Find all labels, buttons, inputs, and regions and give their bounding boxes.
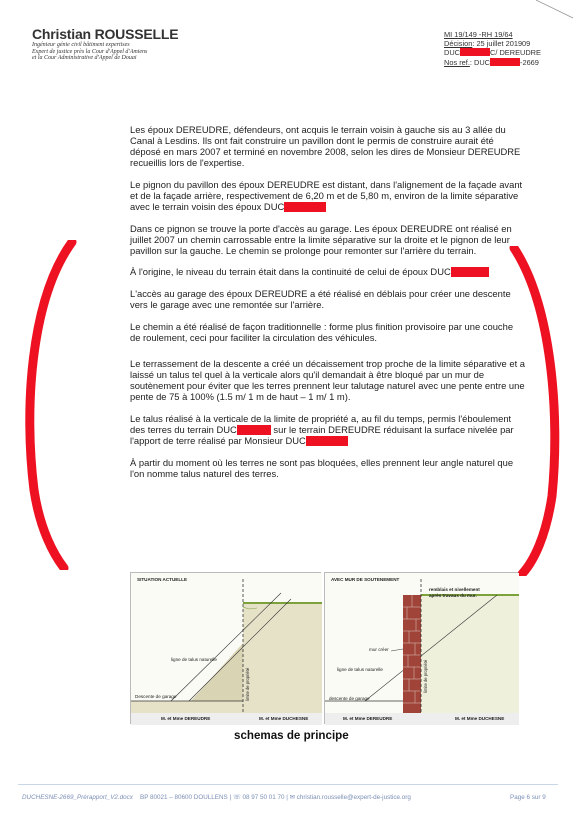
paragraph-text: sur le terrain DEREUDRE réduisant la surface nivelée par l'apport de terre réalisé par Monsieur DUC xyxy=(130,423,514,446)
author-title-line: et la Cour Administrative d'Appel de Douai xyxy=(32,55,137,61)
page-corner-fold xyxy=(528,0,573,30)
author-title-line: Expert de justice près la Cour d'Appel d'Amiens xyxy=(32,48,148,55)
wall-label: mur créer xyxy=(369,647,389,652)
paragraph: À partir du moment où les terres ne sont pas bloquées, elles prennent leur angle naturel que l'on nomme talus naturel des terres. xyxy=(130,456,514,479)
property-limit-label: limite de propriété xyxy=(423,659,428,693)
schema-caption: schemas de principe xyxy=(234,729,349,742)
decision-value: : 25 juillet 201909 xyxy=(472,38,531,48)
nos-ref-suffix: -2669 xyxy=(520,57,539,67)
left-red-bracket xyxy=(20,240,80,570)
nos-ref-prefix: : DUC xyxy=(469,57,490,67)
case-line xyxy=(444,48,569,58)
nos-ref-label: Nos ref. xyxy=(444,57,470,67)
paragraph xyxy=(130,266,526,277)
paragraph-text: Le pignon du pavillon des époux DEREUDRE est distant, dans l'alignement de la façade avant et de la façade arrière, respectivement de 6,20 m et de 5,80 m, environ de la limite séparative avec le terrain voisin des époux DUC xyxy=(130,178,523,213)
paragraph: Dans ce pignon se trouve la porte d'accès au garage. Les époux DEREUDRE ont réalisé en juillet 2007 un chemin carrossable entre la limite séparative sur la droite et le pignon de leur pavillon sur la gauche. Le chemin se prolonge pour remonter sur l'arrière du terrain. xyxy=(130,222,512,256)
reference-block xyxy=(444,31,569,67)
redaction-box xyxy=(451,267,489,277)
case-prefix: DUC xyxy=(444,48,461,58)
fill-label: après travaux du mur. xyxy=(429,593,477,598)
author-title-line: Ingénieur génie civil bâtiment expertises xyxy=(32,42,130,48)
redaction-box xyxy=(490,58,520,66)
paragraph-text: Le talus réalisé à la verticale de la limite de propriété a, au fil du temps, permis l'éboulement des terres du terrain DUC xyxy=(130,412,512,435)
author-block xyxy=(32,26,178,62)
nos-ref-line xyxy=(444,58,569,68)
paragraph-text: À l'origine, le niveau du terrain était dans la continuité de celui de époux DUC xyxy=(130,266,451,278)
schema-title: AVEC MUR DE SOUTENEMENT xyxy=(331,577,400,582)
owner-right-label: M. et Mme DUCHESNE xyxy=(259,716,309,721)
owner-left-label: M. et Mme DEREUDRE xyxy=(343,716,393,721)
paragraph: Le terrassement de la descente a créé un décaissement trop proche de la limite séparative et a laissé un talus tel quel à la verticale alors qu'il demandait à être bloqué par un mur de soutènement pour éviter que les terres prennent leur talutage naturel avec une pente entre une pente de 75 à 100% (1.5 m/ 1 m de haut – 1 m/ 1 m). xyxy=(130,357,526,403)
schema-current-situation xyxy=(130,572,321,724)
garage-descent-label: descente de garage xyxy=(329,696,370,701)
paragraph xyxy=(130,179,526,212)
slope-label: ligne de talus naturelle xyxy=(337,667,383,672)
paragraph: Les époux DEREUDRE, défendeurs, ont acquis le terrain voisin à gauche sis au 3 allée du Canal à Lesdins. Ils ont fait construire un pavillon dont le permis de construire aurait été déposé en mars 2007 et terminé en novembre 2008, selon les dires de Monsieur DEREUDRE recueillis lors de l'expertise. xyxy=(130,124,521,169)
footer-contact: BP 80021 – 80600 DOULLENS | ☏ 08 97 50 01 70 | ✉ christian.rousselle@expert-de-justice.org xyxy=(140,794,411,801)
author-name: Christian ROUSSELLE xyxy=(32,26,179,42)
garage-descent-label: Descente de garage xyxy=(135,694,177,699)
case-suffix: C/ DEREUDRE xyxy=(490,48,541,58)
schema-current-drawing xyxy=(131,573,322,725)
reference-line: MI 19/149 -RH 19/64 xyxy=(444,30,513,39)
redaction-box xyxy=(237,425,271,435)
footer-page-number: Page 6 sur 9 xyxy=(510,794,546,801)
owner-right-label: M. et Mme DUCHESNE xyxy=(455,716,505,721)
schema-title: SITUATION ACTUELLE xyxy=(137,577,188,582)
owner-left-label: M. et Mme DEREUDRE xyxy=(161,716,211,721)
redaction-box xyxy=(460,48,490,56)
footer-file-name: DUCHESNE-2669_Prérapport_V2.docx xyxy=(22,794,133,801)
property-limit-label: limite de propriété xyxy=(245,667,250,701)
footer-divider xyxy=(18,784,558,785)
paragraph: L'accès au garage des époux DEREUDRE a été réalisé en déblais pour créer une descente vers le garage avec une remontée sur l'arrière. xyxy=(130,288,511,311)
report-body xyxy=(130,124,526,488)
decision-line xyxy=(444,40,569,49)
brick-wall xyxy=(403,595,421,713)
redaction-box xyxy=(284,202,326,212)
redaction-box xyxy=(306,436,348,446)
decision-label: Décision xyxy=(444,38,473,48)
slope-label: ligne de talus naturelle xyxy=(171,657,217,662)
schema-retaining-wall xyxy=(324,572,518,724)
paragraph xyxy=(130,413,526,446)
fill-label: remblais et nivellement xyxy=(429,587,480,592)
paragraph: Le chemin a été réalisé de façon traditionnelle : forme plus finition provisoire par une couche de roulement, ceci pour faciliter la circulation des véhicules. xyxy=(130,320,514,343)
schema-wall-drawing xyxy=(325,573,519,725)
